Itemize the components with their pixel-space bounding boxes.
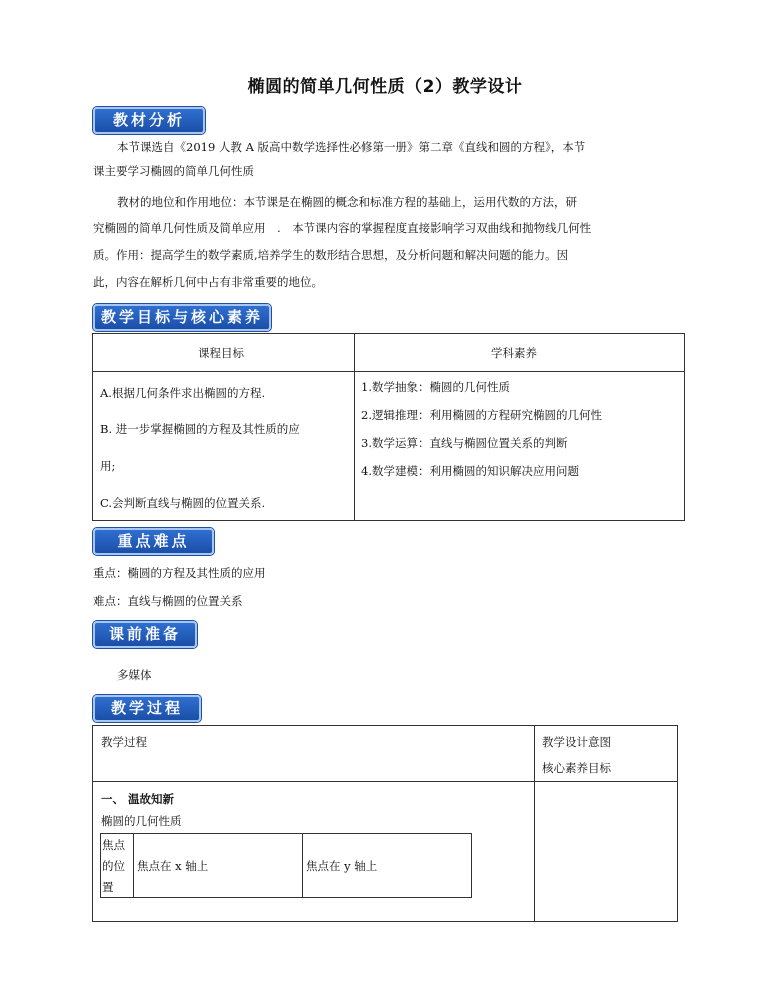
- process-header-right-1: 教学设计意图: [542, 735, 611, 749]
- goals-left-item-c: C.会判断直线与椭圆的位置关系.: [100, 496, 266, 510]
- goals-right-item-3: 3.数学运算：直线与椭圆位置关系的判断: [361, 436, 568, 450]
- analysis-para2-line4: 此，内容在解析几何中占有非常重要的地位。: [93, 275, 323, 289]
- section-badge-keypoints: 重点难点: [93, 528, 214, 555]
- process-header-left: 教学过程: [101, 735, 147, 749]
- process-section1-sub: 椭圆的几何性质: [101, 814, 182, 828]
- goals-left-item-b-cont: 用;: [100, 459, 116, 473]
- analysis-para1-line1: 本节课选自《2019 人教 A 版高中数学选择性必修第一册》第二章《直线和圆的方程》，本节: [117, 140, 586, 154]
- goals-header-right: 学科素养: [491, 346, 537, 360]
- section-badge-goals: 教学目标与核心素养: [93, 304, 271, 331]
- process-table: [92, 725, 678, 922]
- analysis-para2-line3: 质。作用：提高学生的数学素质,培养学生的数形结合思想，及分析问题和解决问题的能力。因: [93, 248, 569, 262]
- process-section1-title: 一、 温故知新: [101, 792, 175, 806]
- inner-cell-focus-y: 焦点在 y 轴上: [306, 859, 378, 873]
- process-header-right-2: 核心素养目标: [542, 761, 611, 775]
- goals-right-item-4: 4.数学建模：利用椭圆的知识解决应用问题: [361, 464, 579, 478]
- inner-cell-position-l2: 的位: [102, 859, 125, 873]
- ellipse-properties-table: [100, 833, 472, 898]
- analysis-para2-line1: 教材的地位和作用地位：本节课是在椭圆的概念和标准方程的基础上，运用代数的方法，研: [117, 195, 577, 209]
- analysis-para1-line2: 课主要学习椭圆的简单几何性质: [93, 164, 254, 178]
- inner-cell-position-l3: 置: [102, 880, 114, 894]
- goals-right-item-1: 1.数学抽象：椭圆的几何性质: [361, 380, 510, 394]
- prep-text: 多媒体: [117, 668, 152, 682]
- goals-table: [92, 333, 685, 521]
- key-point: 重点：椭圆的方程及其性质的应用: [93, 566, 266, 580]
- inner-cell-focus-x: 焦点在 x 轴上: [137, 859, 209, 873]
- goals-right-item-2: 2.逻辑推理：利用椭圆的方程研究椭圆的几何性: [361, 408, 602, 422]
- difficulty-point: 难点：直线与椭圆的位置关系: [93, 594, 243, 608]
- section-badge-process: 教学过程: [93, 695, 201, 722]
- goals-left-item-a: A.根据几何条件求出椭圆的方程.: [100, 386, 266, 400]
- inner-cell-position-l1: 焦点: [102, 838, 125, 852]
- analysis-para2-line2: 究椭圆的简单几何性质及简单应用 . 本节课内容的掌握程度直接影响学习双曲线和抛物线几何性: [93, 221, 592, 235]
- section-badge-analysis: 教材分析: [93, 107, 205, 134]
- section-badge-prep: 课前准备: [93, 621, 197, 648]
- goals-header-left: 课程目标: [198, 346, 244, 360]
- goals-left-item-b: B. 进一步掌握椭圆的方程及其性质的应: [100, 422, 300, 436]
- page-title: 椭圆的简单几何性质（2）教学设计: [247, 77, 523, 97]
